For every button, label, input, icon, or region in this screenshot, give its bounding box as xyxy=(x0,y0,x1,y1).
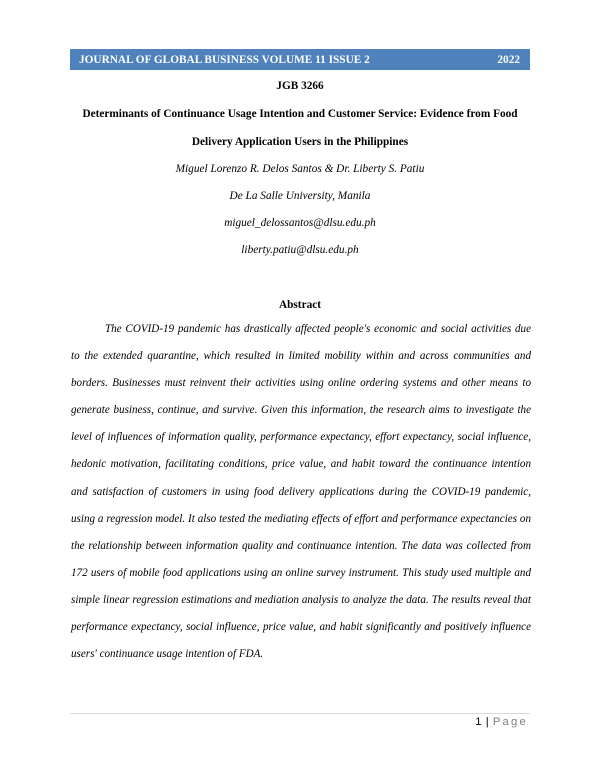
journal-header-band xyxy=(70,49,530,70)
paper-title-line-2: Delivery Application Users in the Philippines xyxy=(191,136,409,148)
paper-title-line-1: Determinants of Continuance Usage Intention and Customer Service: Evidence from Food xyxy=(82,108,518,120)
paper-authors: Miguel Lorenzo R. Delos Santos & Dr. Liberty S. Patiu xyxy=(175,163,425,175)
page-footer xyxy=(475,716,528,728)
footer-divider xyxy=(70,713,530,714)
paper-code: JGB 3266 xyxy=(276,80,324,92)
abstract-body: The COVID-19 pandemic has drastically affected people's economic and social activities due to the extended quarantine, which resulted in limited mobility within and across communities and borders. Businesses must reinvent their activities using online ordering systems and other means to generate business, continue, and survive. Given this information, the research aims to investigate the level of influences of information quality, performance expectancy, effort expectancy, social influence, hedonic motivation, facilitating conditions, price value, and habit toward the continuance intention and satisfaction of customers in using food delivery applications during the COVID-19 pandemic, using a regression model. It also tested the mediating effects of effort and performance expectancies on the relationship between information quality and continuance intention. The data was collected from 172 users of mobile food applications using an online survey instrument. This study used multiple and simple linear regression estimations and mediation analysis to analyze the data. The results reveal that performance expectancy, social influence, price value, and habit significantly and positively influence users' continuance usage intention of FDA. xyxy=(71,323,531,661)
page-label: Page xyxy=(492,716,528,728)
journal-year: 2022 xyxy=(497,53,520,66)
author-email-1[interactable]: miguel_delossantos@dlsu.edu.ph xyxy=(224,217,376,229)
page-number: 1 xyxy=(475,716,482,728)
journal-name: JOURNAL OF GLOBAL BUSINESS VOLUME 11 ISSUE 2 xyxy=(79,53,370,66)
author-email-2[interactable]: liberty.patiu@dlsu.edu.ph xyxy=(241,244,359,256)
abstract-heading: Abstract xyxy=(278,299,322,311)
paper-affiliation: De La Salle University, Manila xyxy=(229,190,371,202)
page-separator: | xyxy=(485,716,489,728)
